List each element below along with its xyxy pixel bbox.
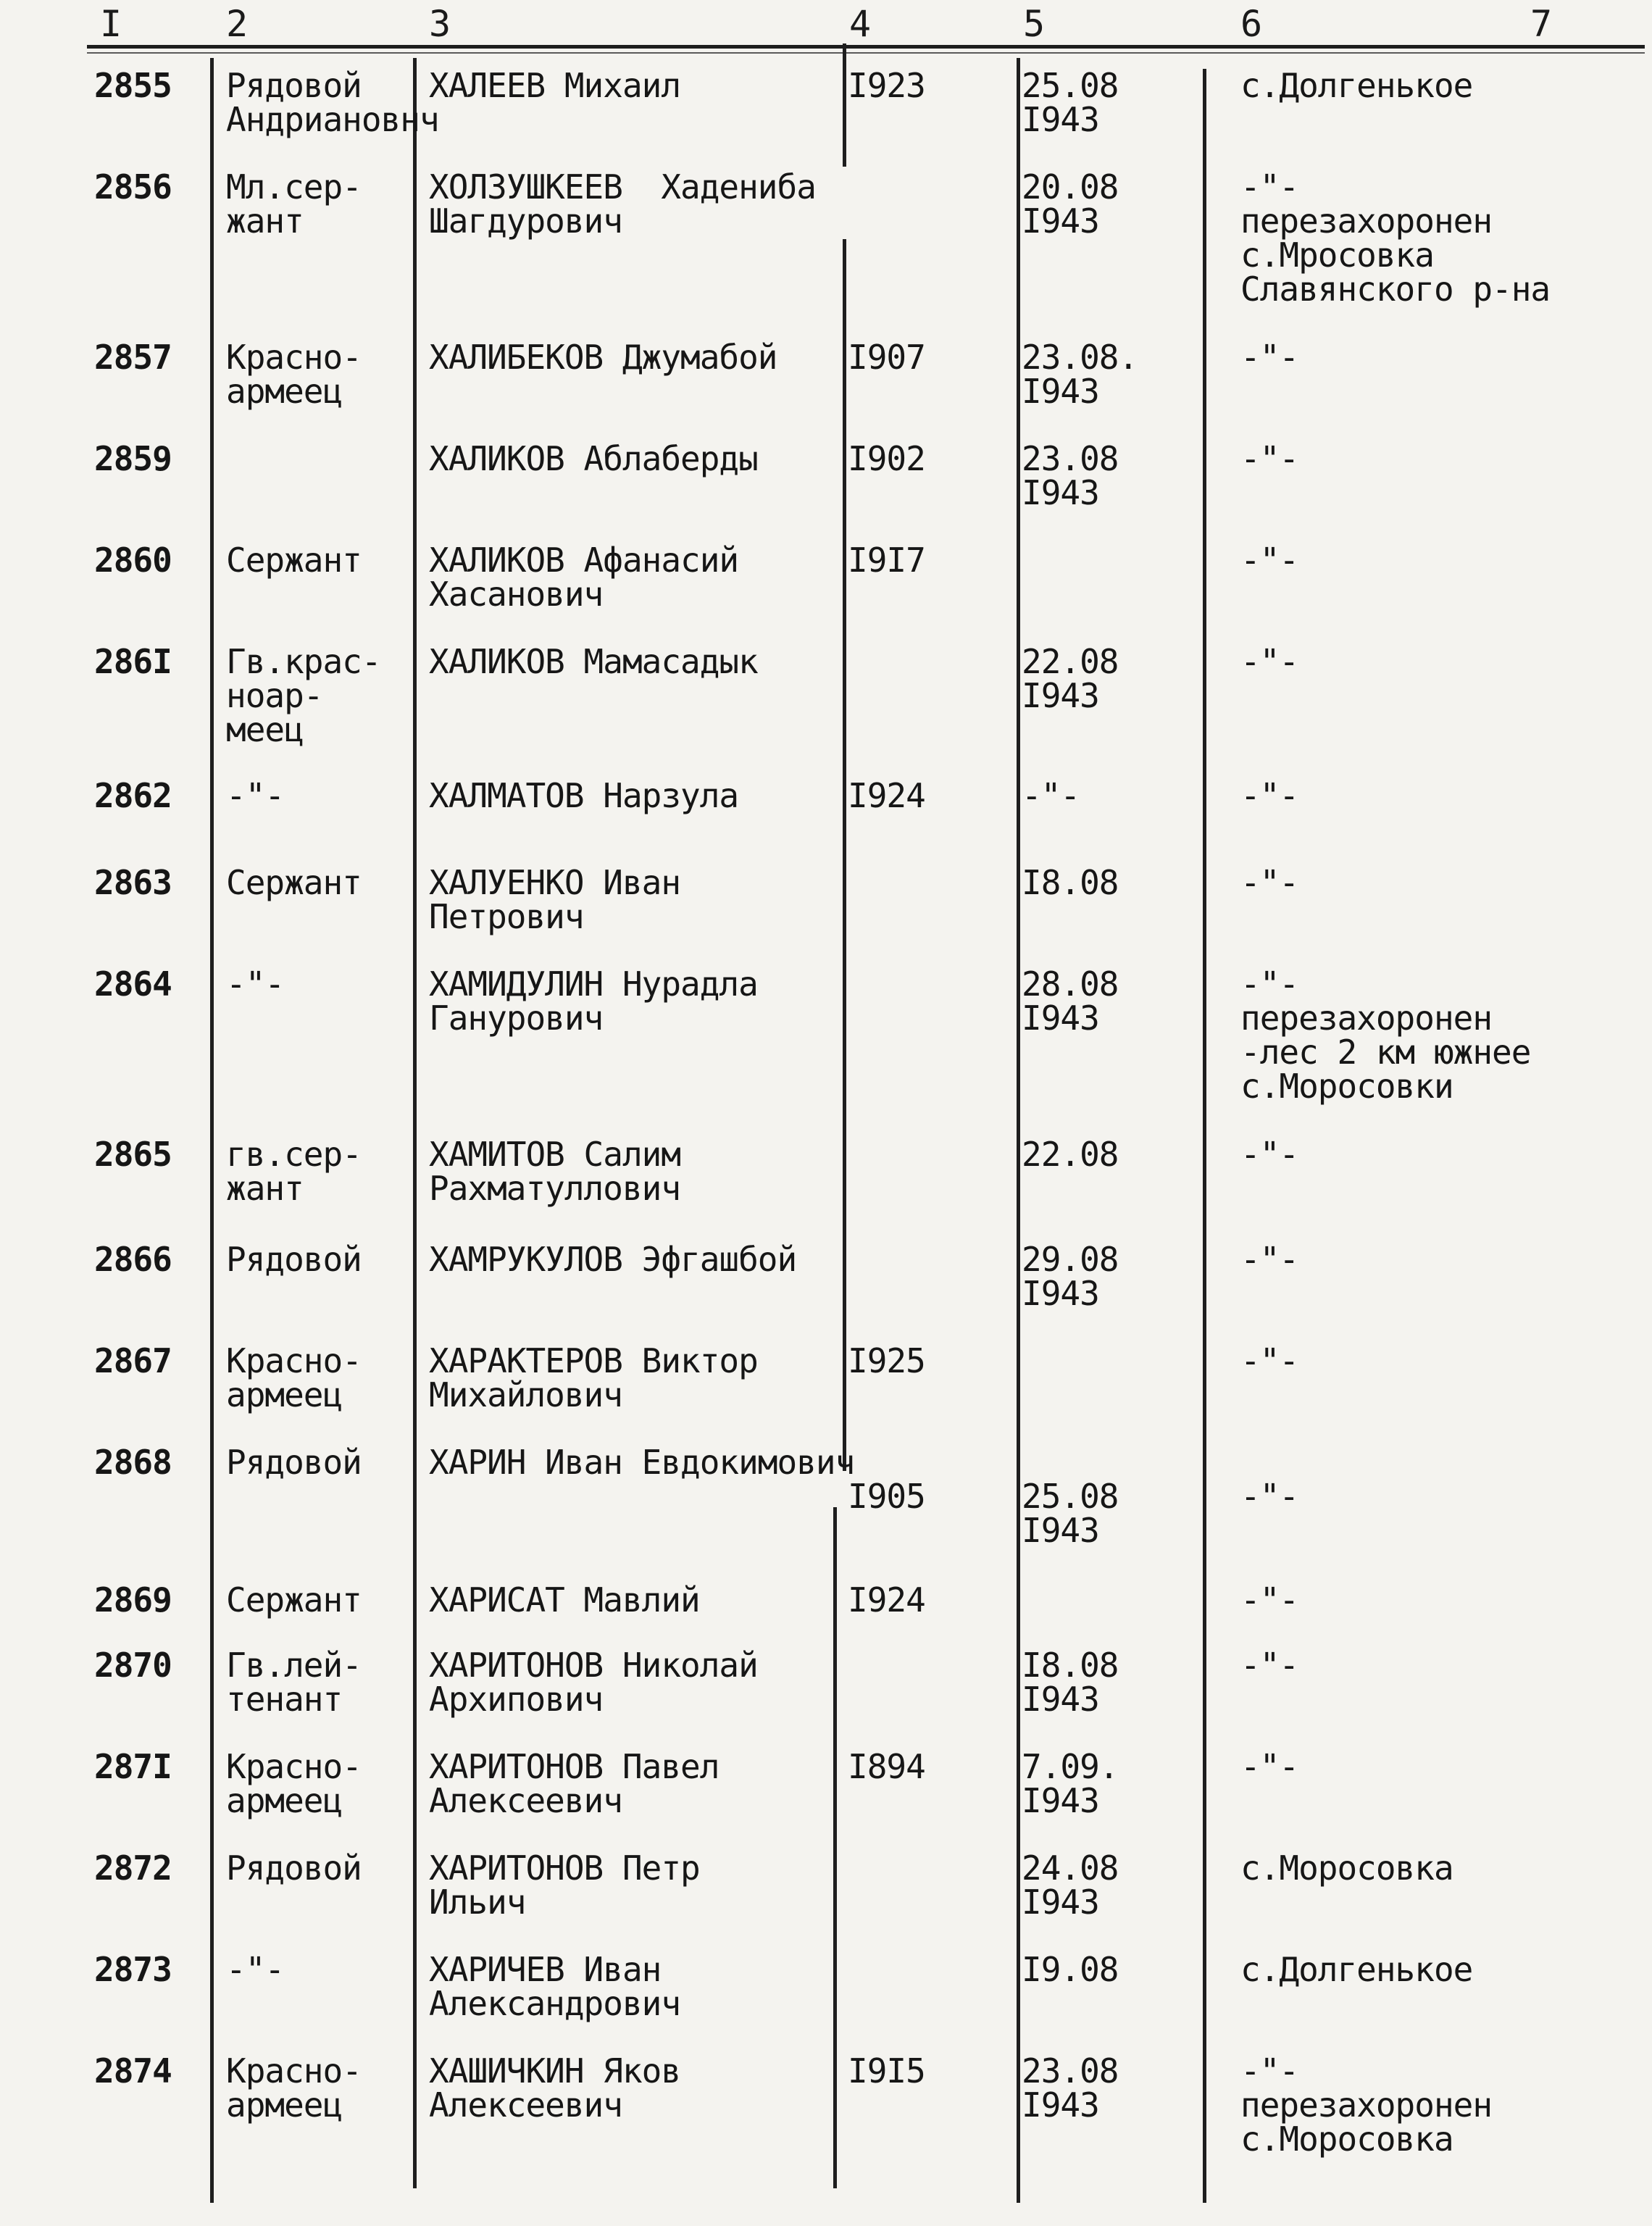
entry-number: 2859 bbox=[94, 439, 172, 478]
rank-cell: Красно- армеец bbox=[226, 1341, 362, 1414]
entry-number: 286I bbox=[94, 642, 172, 681]
name-cell: ХОЛЗУШКЕЕВ Хадениба Шагдурович bbox=[429, 167, 816, 241]
rank-cell: Рядовой bbox=[226, 1848, 362, 1888]
death-date-cell: 25.08 I943 bbox=[1022, 1477, 1119, 1550]
entry-number: 287I bbox=[94, 1747, 172, 1786]
burial-place-cell: -"- bbox=[1240, 338, 1299, 377]
name-cell: ХАЛИБЕКОВ Джумабой bbox=[429, 338, 777, 377]
name-cell: ХАРИТОНОВ Николай Архипович bbox=[429, 1646, 758, 1719]
death-date-cell: -"- bbox=[1022, 776, 1080, 815]
rank-cell: -"- bbox=[226, 1950, 285, 1989]
column-header-6: 6 bbox=[1240, 3, 1263, 45]
birth-year-cell: I907 bbox=[848, 338, 925, 377]
entry-number: 2864 bbox=[94, 964, 172, 1004]
column-divider-1 bbox=[210, 58, 214, 2203]
rank-cell: Рядовой bbox=[226, 1443, 362, 1482]
rank-cell: -"- bbox=[226, 776, 285, 815]
name-cell: ХАЛИКОВ Афанасий Хасанович bbox=[429, 541, 739, 614]
death-date-cell: 22.08 bbox=[1022, 1135, 1119, 1174]
burial-place-cell: -"- bbox=[1240, 1135, 1299, 1174]
burial-place-cell: -"- bbox=[1240, 1477, 1299, 1516]
birth-year-cell: I924 bbox=[848, 776, 925, 815]
death-date-cell: 20.08 I943 bbox=[1022, 167, 1119, 241]
burial-place-cell: -"- bbox=[1240, 776, 1299, 815]
name-cell: ХАЛИКОВ Мамасадык bbox=[429, 642, 758, 681]
birth-year-cell: I9I7 bbox=[848, 541, 925, 580]
entry-number: 2862 bbox=[94, 776, 172, 815]
burial-place-cell: -"- bbox=[1240, 1240, 1299, 1279]
name-cell: ХАРАКТЕРОВ Виктор Михайлович bbox=[429, 1341, 758, 1414]
death-date-cell: I8.08 bbox=[1022, 863, 1119, 902]
column-header-2: 2 bbox=[226, 3, 249, 45]
burial-place-cell: -"- bbox=[1240, 863, 1299, 902]
name-cell: ХАЛУЕНКО Иван Петрович bbox=[429, 863, 681, 936]
burial-place-cell: с.Долгенькое bbox=[1240, 66, 1473, 105]
entry-number: 2868 bbox=[94, 1443, 172, 1482]
birth-year-cell: I902 bbox=[848, 439, 925, 478]
rank-cell: -"- bbox=[226, 964, 285, 1004]
column-header-7: 7 bbox=[1530, 3, 1553, 45]
rank-cell: Красно- армеец bbox=[226, 338, 362, 411]
burial-place-cell: -"- bbox=[1240, 642, 1299, 681]
name-cell: ХАРИЧЕВ Иван Александрович bbox=[429, 1950, 681, 2023]
birth-year-cell: I9I5 bbox=[848, 2051, 925, 2090]
birth-year-cell: I894 bbox=[848, 1747, 925, 1786]
birth-year-cell: I925 bbox=[848, 1341, 925, 1380]
name-cell: ХАШИЧКИН Яков Алексеевич bbox=[429, 2051, 681, 2125]
name-cell: ХАМРУКУЛОВ Эфгашбой bbox=[429, 1240, 797, 1279]
burial-place-cell: -"- bbox=[1240, 439, 1299, 478]
entry-number: 2855 bbox=[94, 66, 172, 105]
burial-place-cell: -"- bbox=[1240, 1747, 1299, 1786]
birth-year-cell: I905 bbox=[848, 1477, 925, 1516]
column-header-3: 3 bbox=[429, 3, 451, 45]
entry-number: 2872 bbox=[94, 1848, 172, 1888]
rank-cell: Сержант bbox=[226, 1580, 362, 1620]
column-header-4: 4 bbox=[849, 3, 872, 45]
death-date-cell: I9.08 bbox=[1022, 1950, 1119, 1989]
entry-number: 2870 bbox=[94, 1646, 172, 1685]
entry-number: 2867 bbox=[94, 1341, 172, 1380]
death-date-cell: 28.08 I943 bbox=[1022, 964, 1119, 1038]
death-date-cell: 24.08 I943 bbox=[1022, 1848, 1119, 1922]
name-cell: ХАРИН Иван Евдокимович bbox=[429, 1443, 855, 1482]
burial-place-cell: -"- перезахоронен с.Мросовка Славянского р-на bbox=[1240, 167, 1551, 309]
birth-year-cell: I924 bbox=[848, 1580, 925, 1620]
rank-cell: Мл.сер- жант bbox=[226, 167, 362, 241]
entry-number: 2865 bbox=[94, 1135, 172, 1174]
rank-cell: Рядовой bbox=[226, 1240, 362, 1279]
column-divider-4 bbox=[1017, 58, 1020, 2203]
name-cell: ХАМИДУЛИН Нурадла Ганурович bbox=[429, 964, 758, 1038]
burial-place-cell: -"- bbox=[1240, 1341, 1299, 1380]
name-cell: ХАМИТОВ Салим Рахматуллович bbox=[429, 1135, 681, 1208]
death-date-cell: 23.08 I943 bbox=[1022, 439, 1119, 512]
entry-number: 2869 bbox=[94, 1580, 172, 1620]
death-date-cell: 29.08 I943 bbox=[1022, 1240, 1119, 1313]
burial-place-cell: -"- bbox=[1240, 1646, 1299, 1685]
column-header-5: 5 bbox=[1023, 3, 1046, 45]
entry-number: 2874 bbox=[94, 2051, 172, 2090]
column-divider-2 bbox=[413, 58, 417, 2188]
rank-cell: Сержант bbox=[226, 541, 362, 580]
rank-cell: Гв.лей- тенант bbox=[226, 1646, 362, 1719]
burial-place-cell: -"- bbox=[1240, 541, 1299, 580]
burial-place-cell: с.Долгенькое bbox=[1240, 1950, 1473, 1989]
column-divider-3b bbox=[843, 239, 846, 1471]
death-date-cell: 23.08 I943 bbox=[1022, 2051, 1119, 2125]
death-date-cell: 7.09. I943 bbox=[1022, 1747, 1119, 1820]
death-date-cell: 22.08 I943 bbox=[1022, 642, 1119, 715]
rank-cell: Красно- армеец bbox=[226, 2051, 362, 2125]
name-cell: ХАРИТОНОВ Петр Ильич bbox=[429, 1848, 700, 1922]
entry-number: 2857 bbox=[94, 338, 172, 377]
header-rule bbox=[87, 45, 1645, 49]
death-date-cell: 25.08 I943 bbox=[1022, 66, 1119, 139]
entry-number: 2866 bbox=[94, 1240, 172, 1279]
burial-place-cell: -"- bbox=[1240, 1580, 1299, 1620]
name-cell: ХАРИТОНОВ Павел Алексеевич bbox=[429, 1747, 719, 1820]
entry-number: 2860 bbox=[94, 541, 172, 580]
entry-number: 2873 bbox=[94, 1950, 172, 1989]
birth-year-cell: I923 bbox=[848, 66, 925, 105]
name-cell: ХАРИСАТ Мавлий bbox=[429, 1580, 700, 1620]
name-cell: ХАЛМАТОВ Нарзула bbox=[429, 776, 739, 815]
rank-cell: Красно- армеец bbox=[226, 1747, 362, 1820]
column-divider-3c bbox=[833, 1507, 837, 2188]
name-cell: ХАЛИКОВ Аблаберды bbox=[429, 439, 758, 478]
name-cell: ХАЛЕЕВ Михаил bbox=[429, 66, 681, 105]
entry-number: 2863 bbox=[94, 863, 172, 902]
rank-cell: Гв.крас- ноар- меец bbox=[226, 642, 381, 749]
burial-place-cell: с.Моросовка bbox=[1240, 1848, 1453, 1888]
burial-place-cell: -"- перезахоронен -лес 2 км южнее с.Моросовки bbox=[1240, 964, 1531, 1106]
rank-cell: Сержант bbox=[226, 863, 362, 902]
death-date-cell: 23.08. I943 bbox=[1022, 338, 1138, 411]
entry-number: 2856 bbox=[94, 167, 172, 207]
rank-cell: Рядовой Андриановнч bbox=[226, 66, 439, 139]
burial-place-cell: -"- перезахоронен с.Моросовка bbox=[1240, 2051, 1493, 2159]
column-divider-5 bbox=[1203, 69, 1206, 2203]
header-rule-thin bbox=[87, 52, 1645, 54]
rank-cell: гв.сер- жант bbox=[226, 1135, 362, 1208]
death-date-cell: I8.08 I943 bbox=[1022, 1646, 1119, 1719]
column-divider-3a bbox=[843, 43, 846, 167]
column-header-1: I bbox=[100, 3, 122, 45]
